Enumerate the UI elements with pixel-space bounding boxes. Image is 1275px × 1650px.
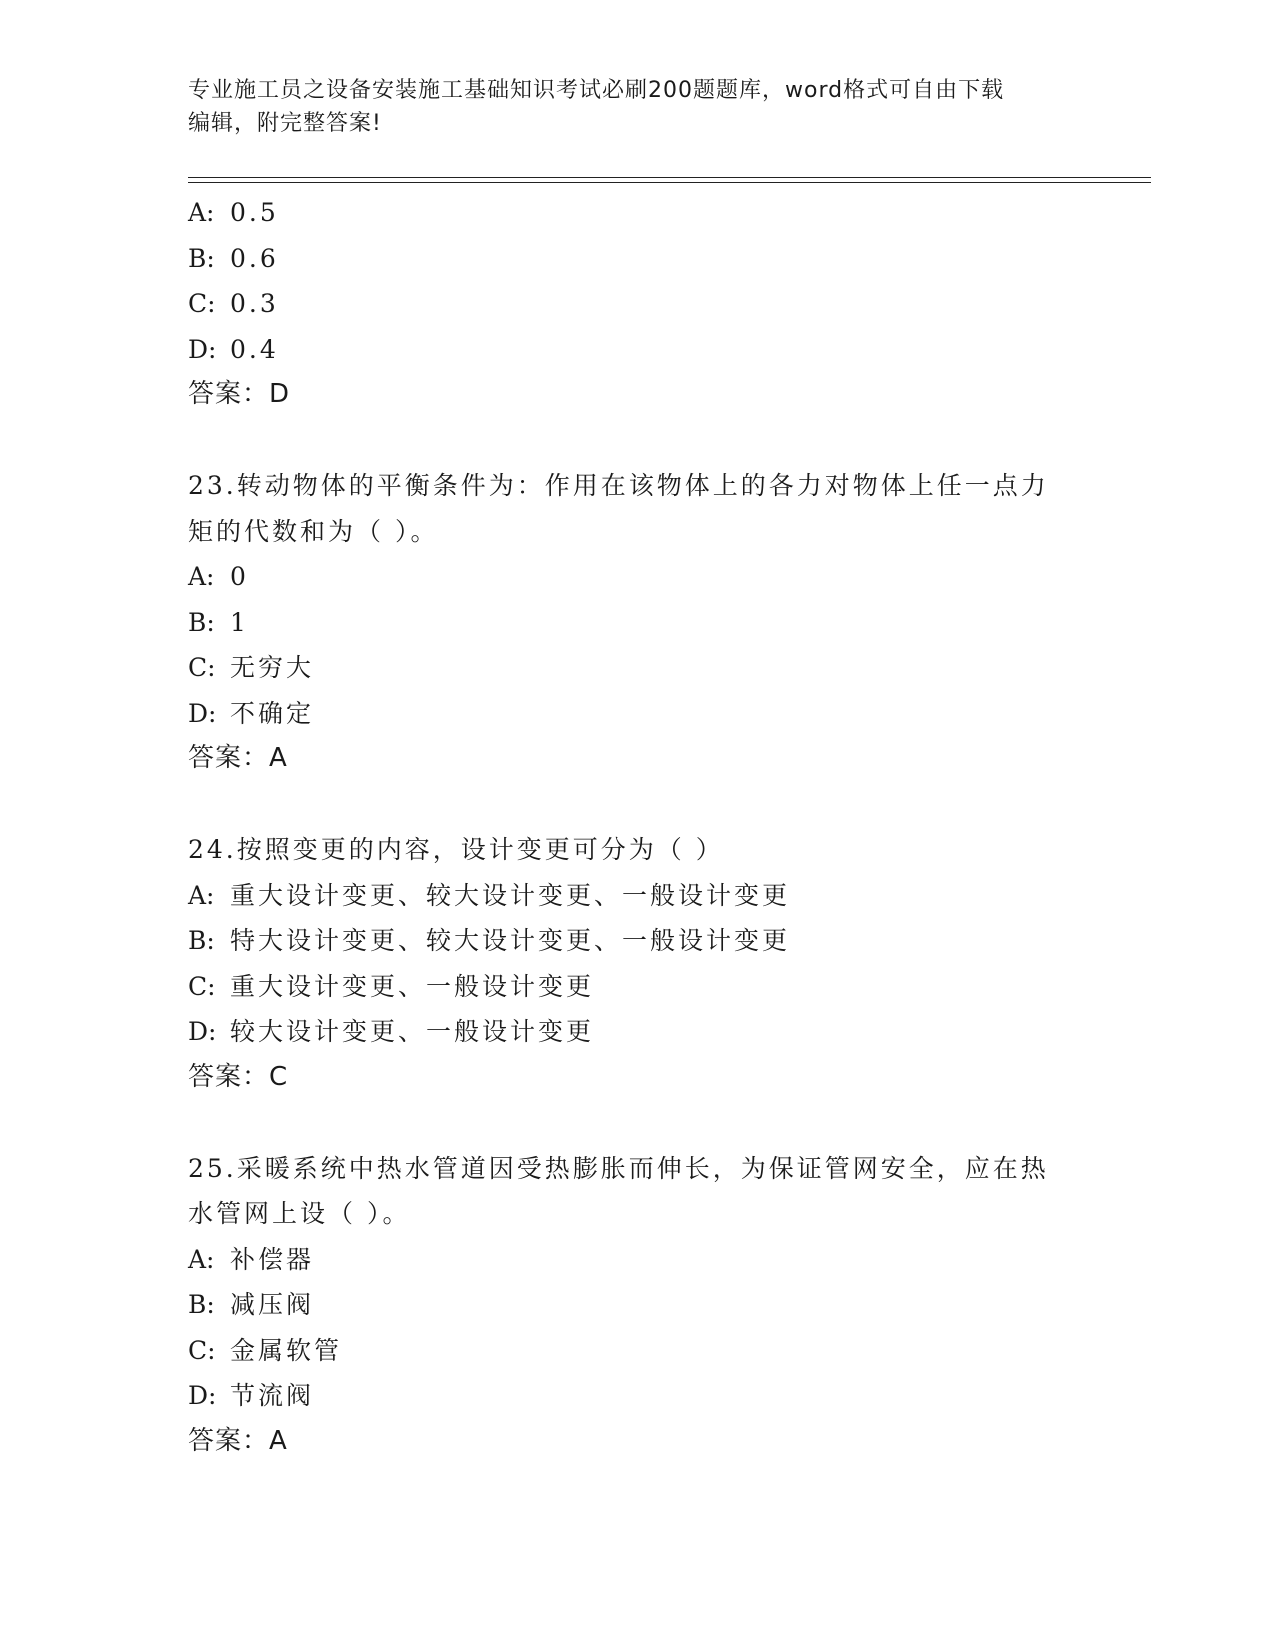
option-a: A: 重大设计变更、较大设计变更、一般设计变更	[188, 880, 791, 910]
question-24-block	[188, 827, 1088, 1100]
question-content	[188, 190, 1088, 1464]
option-a: A: 补偿器	[188, 1244, 315, 1274]
question-text-line: 水管网上设（ ）。	[188, 1199, 411, 1228]
option-c: C: 0.3	[188, 289, 279, 318]
question-text-line: 24.按照变更的内容，设计变更可分为（ ）	[188, 835, 724, 864]
header-title-line2: 编辑，附完整答案!	[188, 111, 382, 136]
answer-line: 答案：A	[188, 743, 288, 773]
option-d: D: 不确定	[188, 698, 315, 728]
option-d: D: 节流阀	[188, 1381, 315, 1410]
spacer	[188, 782, 1088, 828]
option-b: B: 1	[188, 607, 249, 637]
option-c: C: 无穷大	[188, 653, 315, 682]
option-b: B: 0.6	[188, 243, 279, 273]
option-d: D: 0.4	[188, 334, 279, 364]
page-header	[188, 74, 1088, 140]
answer-line: 答案：C	[188, 1061, 289, 1092]
header-divider-top	[188, 177, 1151, 178]
header-title-line1: 专业施工员之设备安装施工基础知识考试必刷200题题库，word格式可自由下载	[188, 78, 1005, 103]
answer-line: 答案：D	[188, 379, 291, 409]
question-23-block	[188, 463, 1088, 782]
option-a: A: 0	[188, 562, 249, 591]
spacer	[188, 1100, 1088, 1146]
question-text-line: 矩的代数和为（ ）。	[188, 516, 439, 546]
spacer	[188, 418, 1088, 464]
answer-line: 答案：A	[188, 1425, 288, 1456]
option-a: A: 0.5	[188, 198, 279, 227]
question-25-block	[188, 1146, 1088, 1465]
question-text-line: 25.采暖系统中热水管道因受热膨胀而伸长，为保证管网安全，应在热	[188, 1153, 1049, 1183]
option-c: C: 金属软管	[188, 1335, 343, 1365]
option-c: C: 重大设计变更、一般设计变更	[188, 971, 595, 1001]
question-22-block	[188, 190, 1088, 418]
option-b: B: 减压阀	[188, 1290, 315, 1319]
option-b: B: 特大设计变更、较大设计变更、一般设计变更	[188, 926, 791, 955]
header-divider-bottom	[188, 182, 1151, 183]
question-text-line: 23.转动物体的平衡条件为：作用在该物体上的各力对物体上任一点力	[188, 471, 1049, 500]
option-d: D: 较大设计变更、一般设计变更	[188, 1017, 595, 1046]
